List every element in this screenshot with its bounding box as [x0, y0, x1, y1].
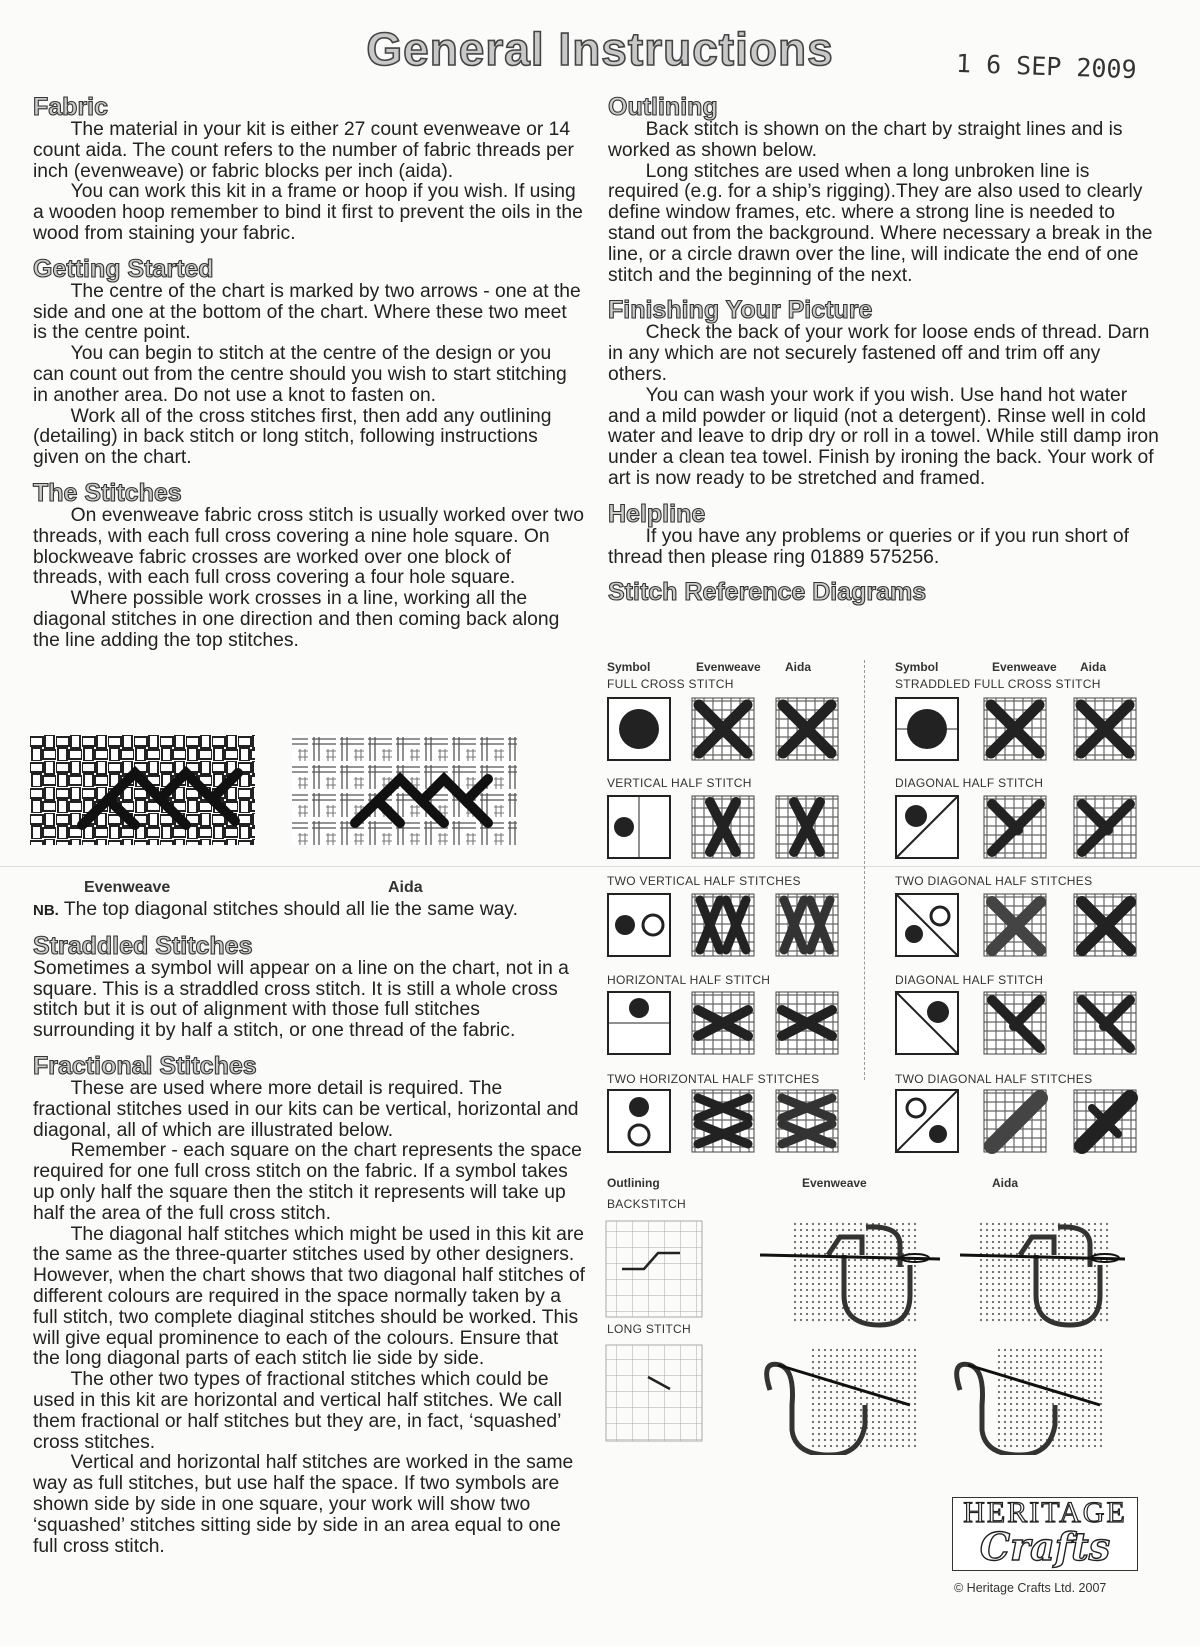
col-symbol-left: Symbol [607, 660, 651, 674]
caption-diagonal-half-2: DIAGONAL HALF STITCH [895, 973, 1044, 987]
date-stamp: 1 6 SEP 2009 [955, 48, 1138, 85]
outlining-p2: Long stitches are used when a long unbroken line is required (e.g. for a ship’s rigging).They are also used to clearly define window frames, etc. where a strong line is needed to stand out from the background. Where necessary a break in the line, or a circle drawn over the line, will indicate the end of one stitch and the beginning of the next. [608, 160, 1153, 286]
helpline-section [608, 501, 1163, 569]
col-evenweave-right: Evenweave [992, 660, 1057, 674]
caption-horizontal-half: HORIZONTAL HALF STITCH [607, 973, 771, 987]
long-stitch-caption: LONG STITCH [607, 1322, 691, 1336]
outlining-diagrams [600, 1215, 1160, 1455]
symbol-straddled-cross [896, 698, 958, 760]
copyright-text: © Heritage Crafts Ltd. 2007 [954, 1581, 1107, 1595]
evenweave-vertical-half [692, 796, 754, 858]
finishing-section [608, 297, 1163, 489]
caption-two-diagonal-half-2: TWO DIAGONAL HALF STITCHES [895, 1072, 1093, 1086]
stitches-p2: Where possible work crosses in a line, working all the diagonal stitches in one direction and then coming back along the line adding the top stitches. [33, 588, 560, 651]
caption-two-vertical-half: TWO VERTICAL HALF STITCHES [607, 874, 801, 888]
logo-heritage: HERITAGE [963, 1496, 1127, 1529]
evenweave-diagonal-half [984, 796, 1046, 858]
aida-long-stitch-needle [957, 1345, 1105, 1455]
getting-started-p2: You can begin to stitch at the centre of the design or you can count out from the centre should you wish to start stitching in another area. Do not use a knot to fasten on. [33, 343, 567, 406]
fabric-heading: Fabric [33, 93, 109, 121]
aida-backstitch-needle [960, 1220, 1125, 1325]
caption-two-horizontal-half: TWO HORIZONTAL HALF STITCHES [607, 1072, 820, 1086]
long-stitch-grid [606, 1345, 702, 1441]
fractional-p1: These are used where more detail is required. The fractional stitches used in our kits can be vertical, horizontal and diagonal, all of which are illustrated below. [33, 1077, 579, 1141]
outlining-section [608, 94, 1163, 286]
helpline-heading: Helpline [608, 499, 706, 528]
getting-started-heading: Getting Started [33, 254, 214, 283]
finishing-heading: Finishing Your Picture [608, 296, 873, 325]
fractional-p5: Vertical and horizontal half stitches are worked in the same way as full stitches, but use half the space. If two symbols are shown side by side in one square, your work will show two ‘squashed’ stitches sitting side by side in an area equal to one full cross stitch. [33, 1452, 574, 1557]
symbol-two-horizontal-half [608, 1090, 670, 1152]
fractional-section [33, 1053, 585, 1557]
page-title: General Instructions [366, 23, 834, 75]
getting-started-p3: Work all of the cross stitches first, then add any outlining (detailing) in back stitch or long stitch, following instructions given on the chart. [33, 405, 552, 469]
aida-diagonal-half-2 [1074, 992, 1136, 1054]
straddled-heading: Straddled Stitches [33, 931, 253, 960]
stitches-p1: On evenweave fabric cross stitch is usually worked over two threads, with each full cross covering a nine hole square. On blockweave fabric crosses are worked over one block of threads, with each full cross covering a four hole square. [33, 504, 584, 589]
helpline-p1: If you have any problems or queries or if you run short of thread then please ring 01889 575256. [608, 525, 1129, 568]
evenweave-backstitch-needle [760, 1220, 940, 1325]
aida-two-diagonal-half [1074, 894, 1136, 956]
aida-two-diagonal-half-2 [1074, 1090, 1136, 1152]
evenweave-long-stitch-needle [767, 1345, 920, 1455]
fractional-heading: Fractional Stitches [33, 1051, 257, 1080]
stitches-heading: The Stitches [33, 478, 182, 507]
symbol-diagonal-half-2 [896, 992, 958, 1054]
fractional-p4: The other two types of fractional stitches which could be used in this kit are horizontal and vertical half stitches. We call them fractional or half stitches but they are, in fact, ‘squashed’ cross stitches. [33, 1369, 563, 1453]
evenweave-full-cross [692, 698, 754, 760]
backstitch-grid [606, 1221, 702, 1317]
stitch-diagram-grid [600, 690, 1160, 1170]
caption-diagonal-half-1: DIAGONAL HALF STITCH [895, 776, 1044, 790]
evenweave-diagonal-half-2 [984, 992, 1046, 1054]
symbol-two-diagonal-half-2 [896, 1090, 958, 1152]
evenweave-two-diagonal-half [984, 894, 1046, 956]
fabric-p1: The material in your kit is either 27 count evenweave or 14 count aida. The count refers to the number of fabric threads per inch (evenweave) or fabric blocks per inch (aida). [33, 119, 574, 182]
aida-caption: Aida [388, 879, 423, 896]
caption-two-diagonal-half-1: TWO DIAGONAL HALF STITCHES [895, 874, 1093, 888]
aida-vertical-half [776, 796, 838, 858]
stitches-section [33, 480, 585, 652]
symbol-two-diagonal-half [896, 894, 958, 956]
fabric-p2: You can work this kit in a frame or hoop if you wish. If using a wooden hoop remember to bind it first to prevent the oils in the wood from staining your fabric. [33, 181, 583, 244]
finishing-p2: You can wash your work if you wish. Use hand hot water and a mild powder or liquid (not a detergent). Rinse well in cold water and leave to drip dry or roll in a towel. While still damp iron under a clean tea towel. Finish by ironing the back. Your work of art is now ready to be stretched and framed. [608, 384, 1159, 489]
fabric-section [33, 94, 585, 245]
outlining-aida-label: Aida [992, 1176, 1019, 1190]
weave-illustrations [30, 735, 570, 855]
outlining-evenweave-label: Evenweave [802, 1176, 867, 1190]
evenweave-caption: Evenweave [84, 879, 171, 896]
nb-note [33, 900, 585, 922]
symbol-full-cross [608, 698, 670, 760]
col-evenweave-left: Evenweave [696, 660, 761, 674]
col-symbol-right: Symbol [895, 660, 939, 674]
symbol-two-vertical-half [608, 894, 670, 956]
aida-diagonal-half [1074, 796, 1136, 858]
left-column [33, 94, 585, 652]
getting-started-p1: The centre of the chart is marked by two arrows - one at the side and one at the bottom of the chart. Where these two meet is the centre point. [33, 280, 581, 344]
symbol-horizontal-half [608, 992, 670, 1054]
caption-full-cross: FULL CROSS STITCH [607, 677, 734, 691]
logo-crafts: Crafts [979, 1524, 1111, 1569]
symbol-vertical-half [608, 796, 670, 858]
outlining-p1: Back stitch is shown on the chart by straight lines and is worked as shown below. [608, 119, 1123, 161]
diagrams-heading: Stitch Reference Diagrams [608, 578, 927, 607]
evenweave-horizontal-half [692, 992, 754, 1054]
straddled-section [33, 933, 585, 1042]
outlining-heading: Outlining [608, 93, 718, 121]
aida-straddled-cross [1074, 698, 1136, 760]
finishing-p1: Check the back of your work for loose ends of thread. Darn in any which are not securely fastened off and trim off any others. [608, 322, 1150, 385]
col-aida-right: Aida [1080, 660, 1107, 674]
symbol-diagonal-half [896, 796, 958, 858]
evenweave-two-diagonal-half-2 [984, 1090, 1046, 1152]
col-aida-left: Aida [785, 660, 812, 674]
fractional-p3: The diagonal half stitches which might be used in this kit are the same as the three-quarter stitches used by other designers. However, when the chart shows that two diagonal half stitches of different colours are required in the space normally taken by a full stitch, two complete diaginal stitches should be worked. This will give equal prominence to each of the colours. Ensure that the long diagonal parts of each stitch lie side by side. [33, 1223, 585, 1370]
nb-text: The top diagonal stitches should all lie the same way. [63, 899, 518, 920]
outlining-label: Outlining [607, 1176, 660, 1190]
caption-straddled-full-cross: STRADDLED FULL CROSS STITCH [895, 677, 1101, 691]
evenweave-two-horizontal-half [692, 1090, 754, 1152]
caption-vertical-half: VERTICAL HALF STITCH [607, 776, 752, 790]
fractional-p2: Remember - each square on the chart represents the space required for one full cross stitch on the fabric. If a symbol takes up only half the square then the stitch it represents will take up half the area of the full cross stitch. [33, 1140, 582, 1224]
aida-horizontal-half [776, 992, 838, 1054]
heritage-crafts-logo [952, 1497, 1138, 1571]
left-column-lower [33, 900, 585, 1557]
straddled-p1: Sometimes a symbol will appear on a line on the chart, not in a square. This is a straddled cross stitch. It is still a whole cross stitch but it is out of alignment with those full stitches surrounding it by half a stitch, or one thread of the fabric. [33, 957, 569, 1042]
getting-started-section [33, 256, 585, 469]
right-column [608, 94, 1163, 605]
evenweave-two-vertical-half [692, 894, 754, 956]
aida-full-cross [776, 698, 838, 760]
aida-two-vertical-half [776, 894, 838, 956]
backstitch-caption: BACKSTITCH [607, 1197, 687, 1211]
nb-label: NB. [33, 902, 59, 919]
evenweave-straddled-cross [984, 698, 1046, 760]
aida-two-horizontal-half [776, 1090, 838, 1152]
